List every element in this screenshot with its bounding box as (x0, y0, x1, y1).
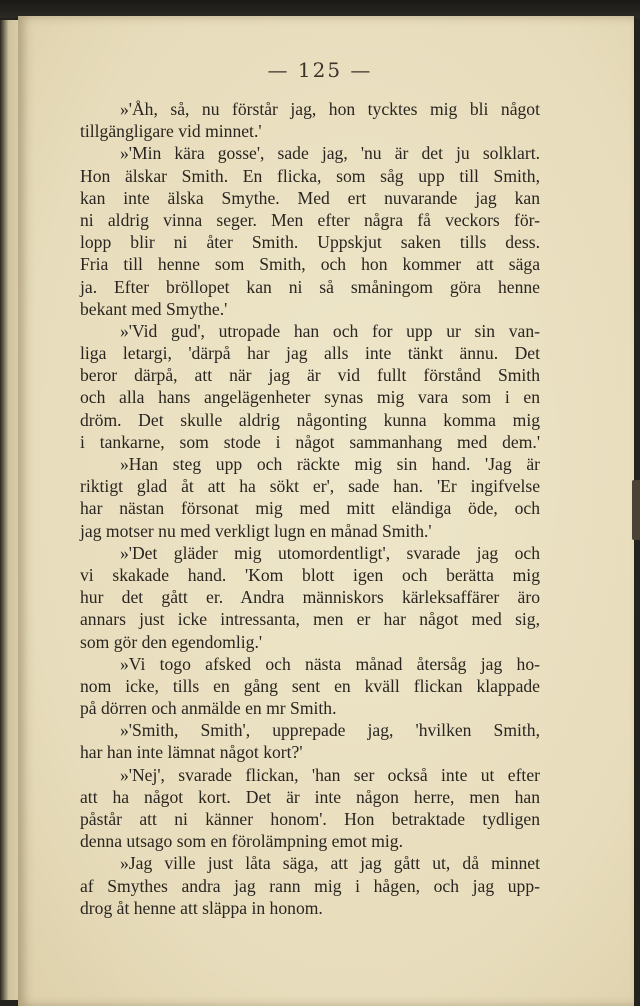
text-line: ni aldrig vinna seger. Men efter några få veckors för- (80, 209, 540, 230)
text-line: i tankarne, som stode i något sammanhang med dem.' (80, 431, 540, 452)
text-line: att ha något kort. Det är inte någon herre, men han (80, 786, 540, 807)
text-line: hur det gått er. Andra människors kärleksaffärer äro (80, 587, 540, 608)
text-line: annars just icke intressanta, men er har något med sig, (80, 609, 540, 630)
body-text (80, 98, 540, 919)
page-clip (632, 480, 640, 540)
page-number: — 125 — (267, 58, 373, 82)
text-line: af Smythes andra jag rann mig i hågen, och jag upp- (80, 875, 540, 896)
text-line: riktigt glad åt att ha sökt er', sade han. 'Er ingifvelse (80, 476, 540, 497)
text-line: jag motser nu med verkligt lugn en månad Smith.' (80, 520, 432, 541)
text-line: nom icke, tills en gång sent en kväll flickan klappade (80, 675, 540, 696)
text-line: »'Vid gud', utropade han och for upp ur sin van- (120, 320, 540, 341)
text-line: vi skakade hand. 'Kom blott igen och berätta mig (80, 564, 540, 585)
text-line: Hon älskar Smith. En flicka, som såg upp till Smith, (80, 165, 540, 186)
text-line: har nästan försonat mig med mitt eländiga öde, och (80, 498, 540, 519)
text-line: och alla hans angelägenheter synas mig vara som i en (80, 387, 540, 408)
text-line: »'Smith, Smith', upprepade jag, 'hvilken Smith, (120, 720, 540, 741)
text-line: »'Åh, så, nu förstår jag, hon tycktes mig bli något (120, 99, 540, 119)
text-line: beror därpå, att när jag är vid fullt förstånd Smith (80, 365, 540, 386)
text-line: Fria till henne som Smith, och hon kommer att säga (80, 254, 540, 275)
text-line: »'Det gläder mig utomordentligt', svarade jag och (120, 542, 540, 563)
text-line: kan inte älska Smythe. Med ert nuvarande jag kan (80, 187, 540, 208)
text-line: »'Nej', svarade flickan, 'han ser också inte ut efter (120, 764, 540, 785)
text-line: bekant med Smythe.' (80, 298, 228, 319)
text-line: har han inte lämnat något kort?' (80, 742, 303, 763)
text-line: »Han steg upp och räckte mig sin hand. 'Jag är (120, 454, 540, 474)
text-line: som gör den egendomlig.' (80, 631, 263, 652)
text-line: »Jag ville just låta säga, att jag gått ut, då minnet (120, 853, 540, 874)
text-line: påstår att ni känner honom'. Hon betraktade tydligen (80, 809, 540, 829)
text-line: denna utsago som en förolämpning emot mig. (80, 831, 403, 852)
text-line: »Vi togo afsked och nästa månad återsåg jag ho- (120, 653, 540, 674)
text-line: ja. Efter bröllopet kan ni så småningom göra henne (80, 276, 540, 297)
text-line: drog åt henne att släppa in honom. (80, 897, 323, 918)
text-line: »'Min kära gosse', sade jag, 'nu är det ju solklart. (120, 143, 540, 164)
text-line: dröm. Det skulle aldrig någonting kunna komma mig (80, 409, 540, 430)
text-line: lopp blir ni åter Smith. Uppskjut saken tills dess. (80, 232, 540, 253)
text-line: tillgängligare vid minnet.' (80, 121, 262, 142)
text-line: liga letargi, 'därpå har jag alls inte tänkt ännu. Det (80, 343, 540, 364)
text-line: på dörren och anmälde en mr Smith. (80, 698, 337, 719)
